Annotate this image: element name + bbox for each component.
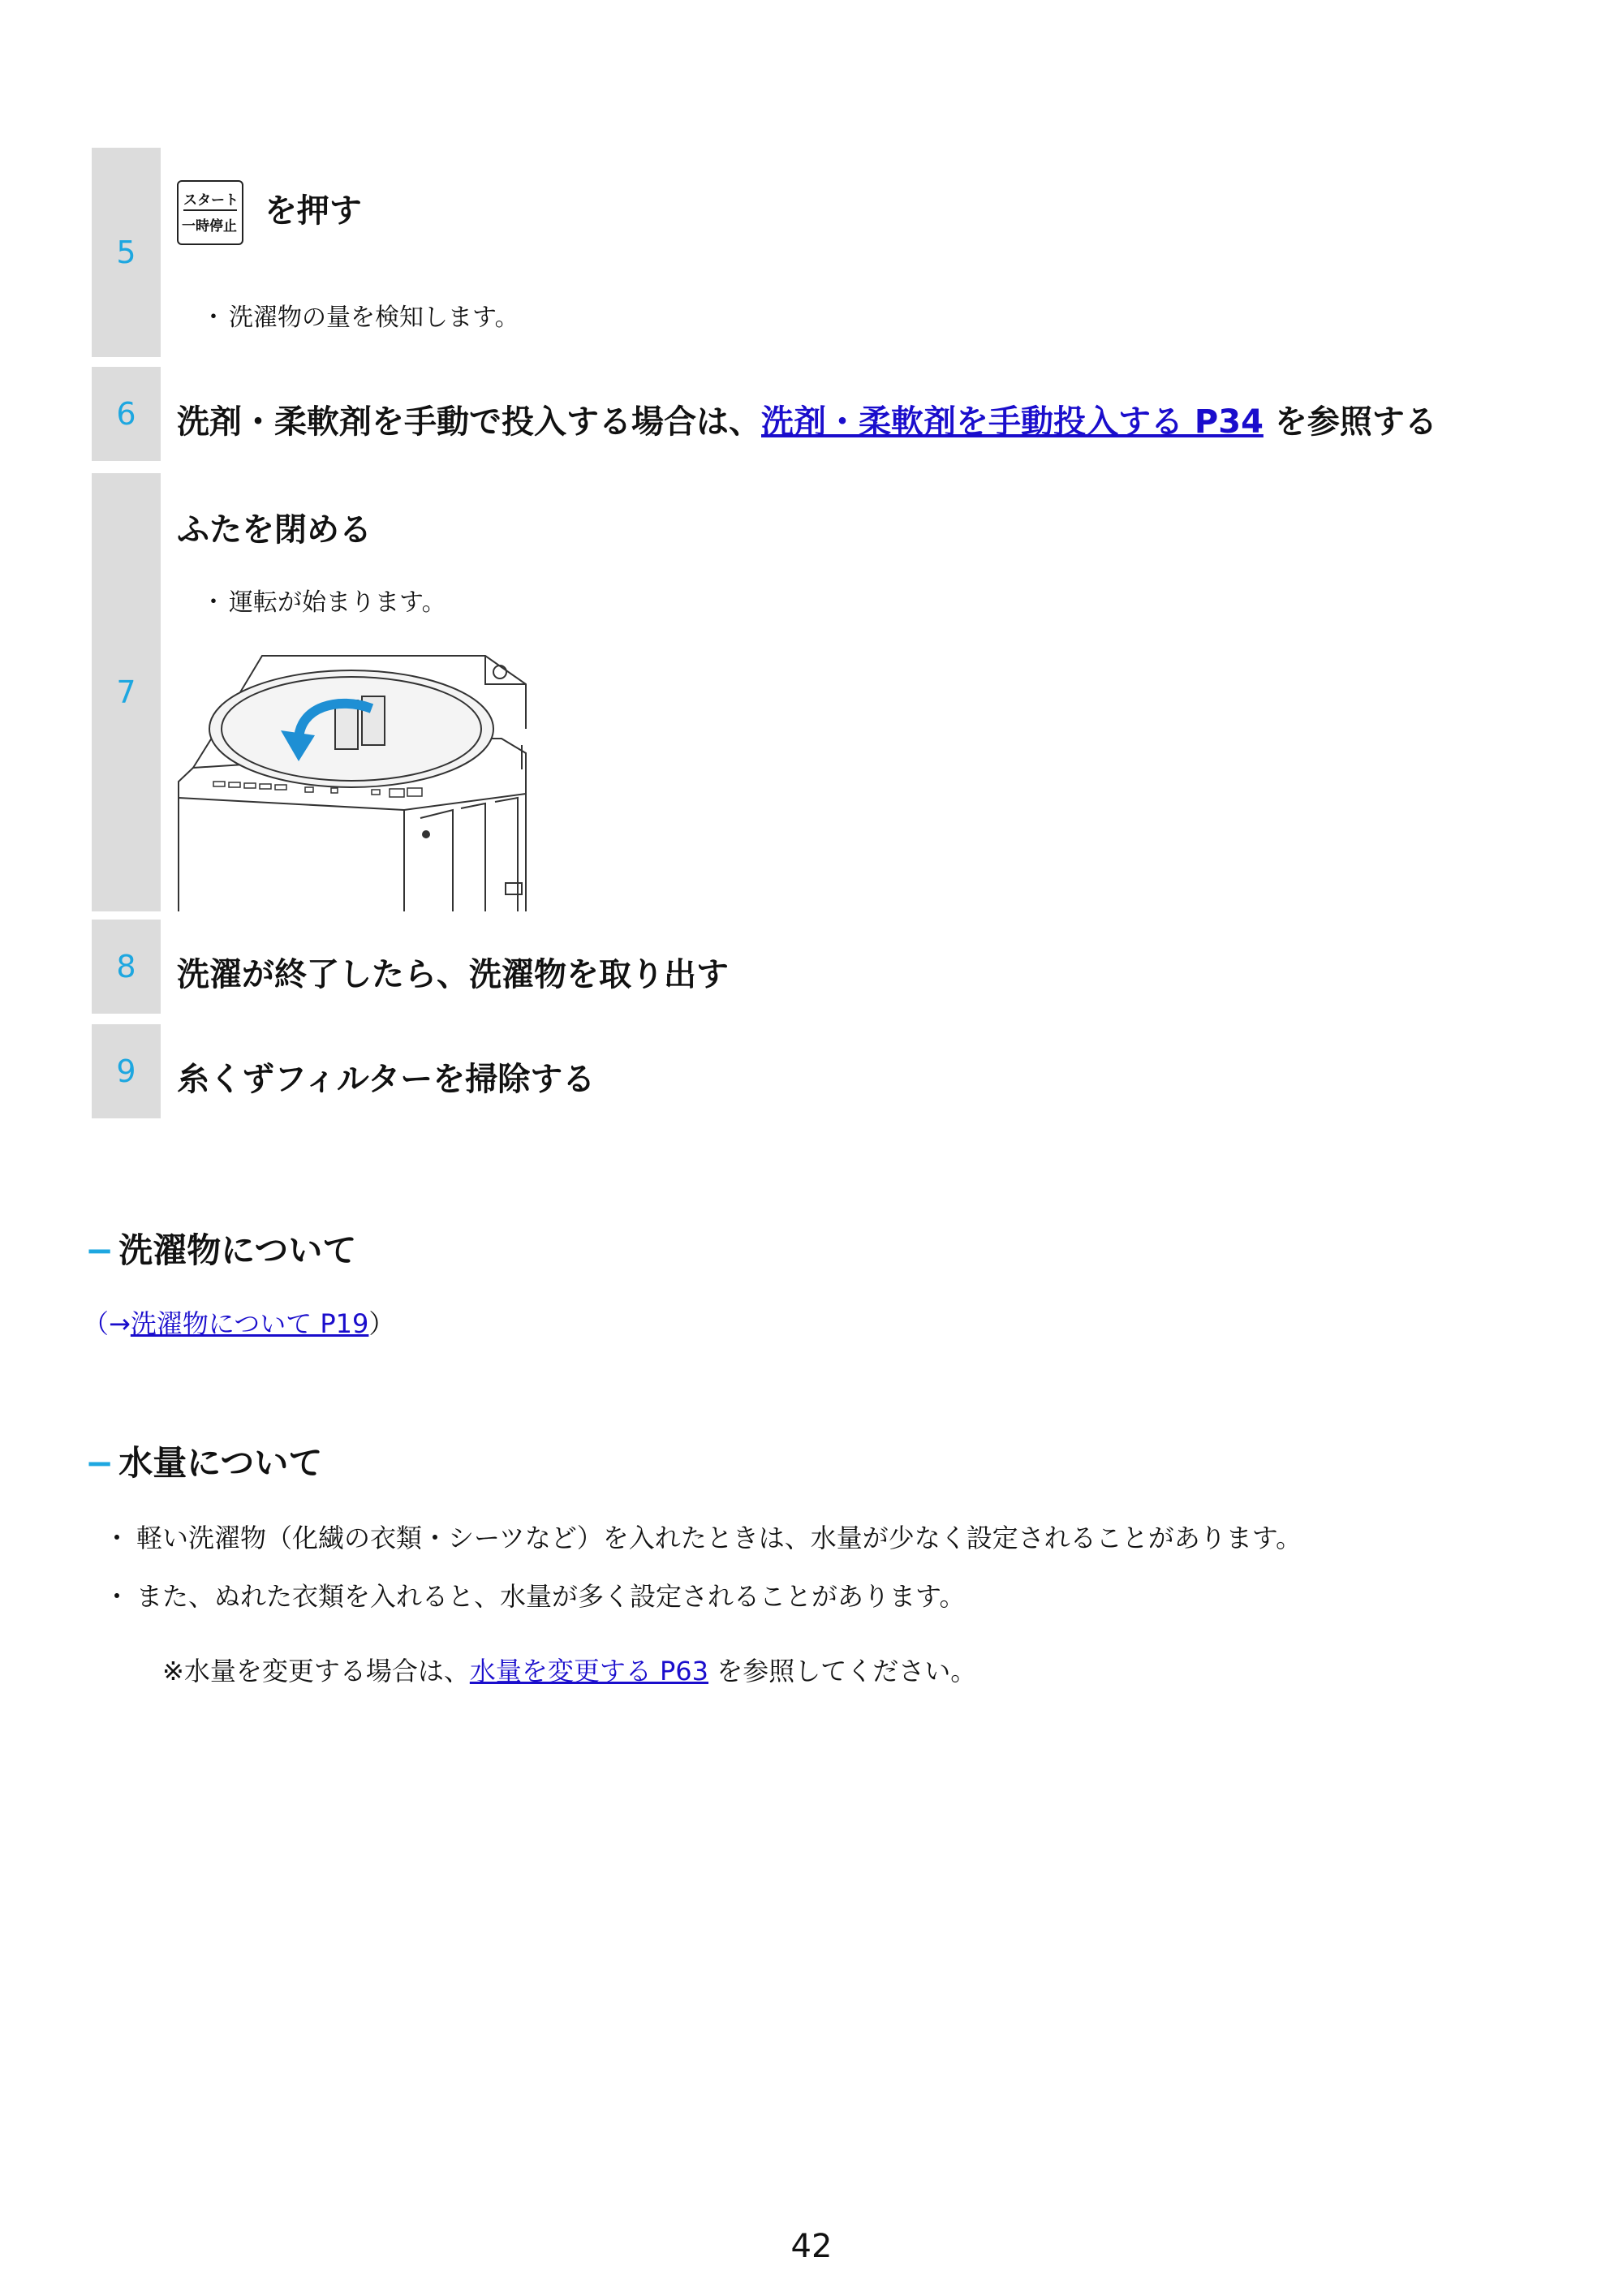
step-6 <box>92 367 1536 461</box>
step-title: 洗剤・柔軟剤を手動で投入する場合は、洗剤・柔軟剤を手動投入する P34 を参照する <box>177 403 1437 441</box>
step-5 <box>92 148 1536 357</box>
water-note: ※水量を変更する場合は、水量を変更する P63 を参照してください。 <box>162 1656 977 1686</box>
step-8 <box>92 920 1536 1014</box>
laundry-link[interactable]: 洗濯物について P19 <box>130 1308 369 1339</box>
page-number: 42 <box>790 2228 833 2265</box>
laundry-reference: （→洗濯物について P19） <box>83 1308 395 1339</box>
water-heading: − 水量について <box>85 1443 323 1483</box>
step-7 <box>92 473 1536 911</box>
water-bullet: ・ また、ぬれた衣類を入れると、水量が多く設定されることがあります。 <box>104 1581 966 1612</box>
step-number: 6 <box>92 367 161 461</box>
step-title: 糸くずフィルターを掃除する <box>177 1061 596 1098</box>
step-number: 8 <box>92 920 161 1014</box>
step-title: 洗濯が終了したら、洗濯物を取り出す <box>177 956 729 993</box>
step-number: 7 <box>92 473 161 911</box>
step-9 <box>92 1024 1536 1118</box>
step-number: 9 <box>92 1024 161 1118</box>
washing-machine-lid-illustration <box>177 648 550 911</box>
bullet-item: ・ 運転が始まります。 <box>201 588 446 617</box>
step-title: スタート 一時停止 を押す <box>177 180 362 245</box>
dash-marker-icon: − <box>85 1443 114 1483</box>
step-number: 5 <box>92 148 161 357</box>
start-pause-key-icon: スタート 一時停止 <box>177 180 243 245</box>
detergent-link[interactable]: 洗剤・柔軟剤を手動投入する P34 <box>761 403 1264 441</box>
step-title: ふたを閉める <box>177 511 372 549</box>
dash-marker-icon: − <box>85 1230 114 1270</box>
water-volume-link[interactable]: 水量を変更する P63 <box>469 1656 709 1686</box>
water-bullet: ・ 軽い洗濯物（化繊の衣類・シーツなど）を入れたときは、水量が少なく設定されることがあります。 <box>104 1523 1302 1553</box>
bullet-item: ・ 洗濯物の量を検知します。 <box>201 304 519 332</box>
laundry-heading: − 洗濯物について <box>85 1230 357 1270</box>
